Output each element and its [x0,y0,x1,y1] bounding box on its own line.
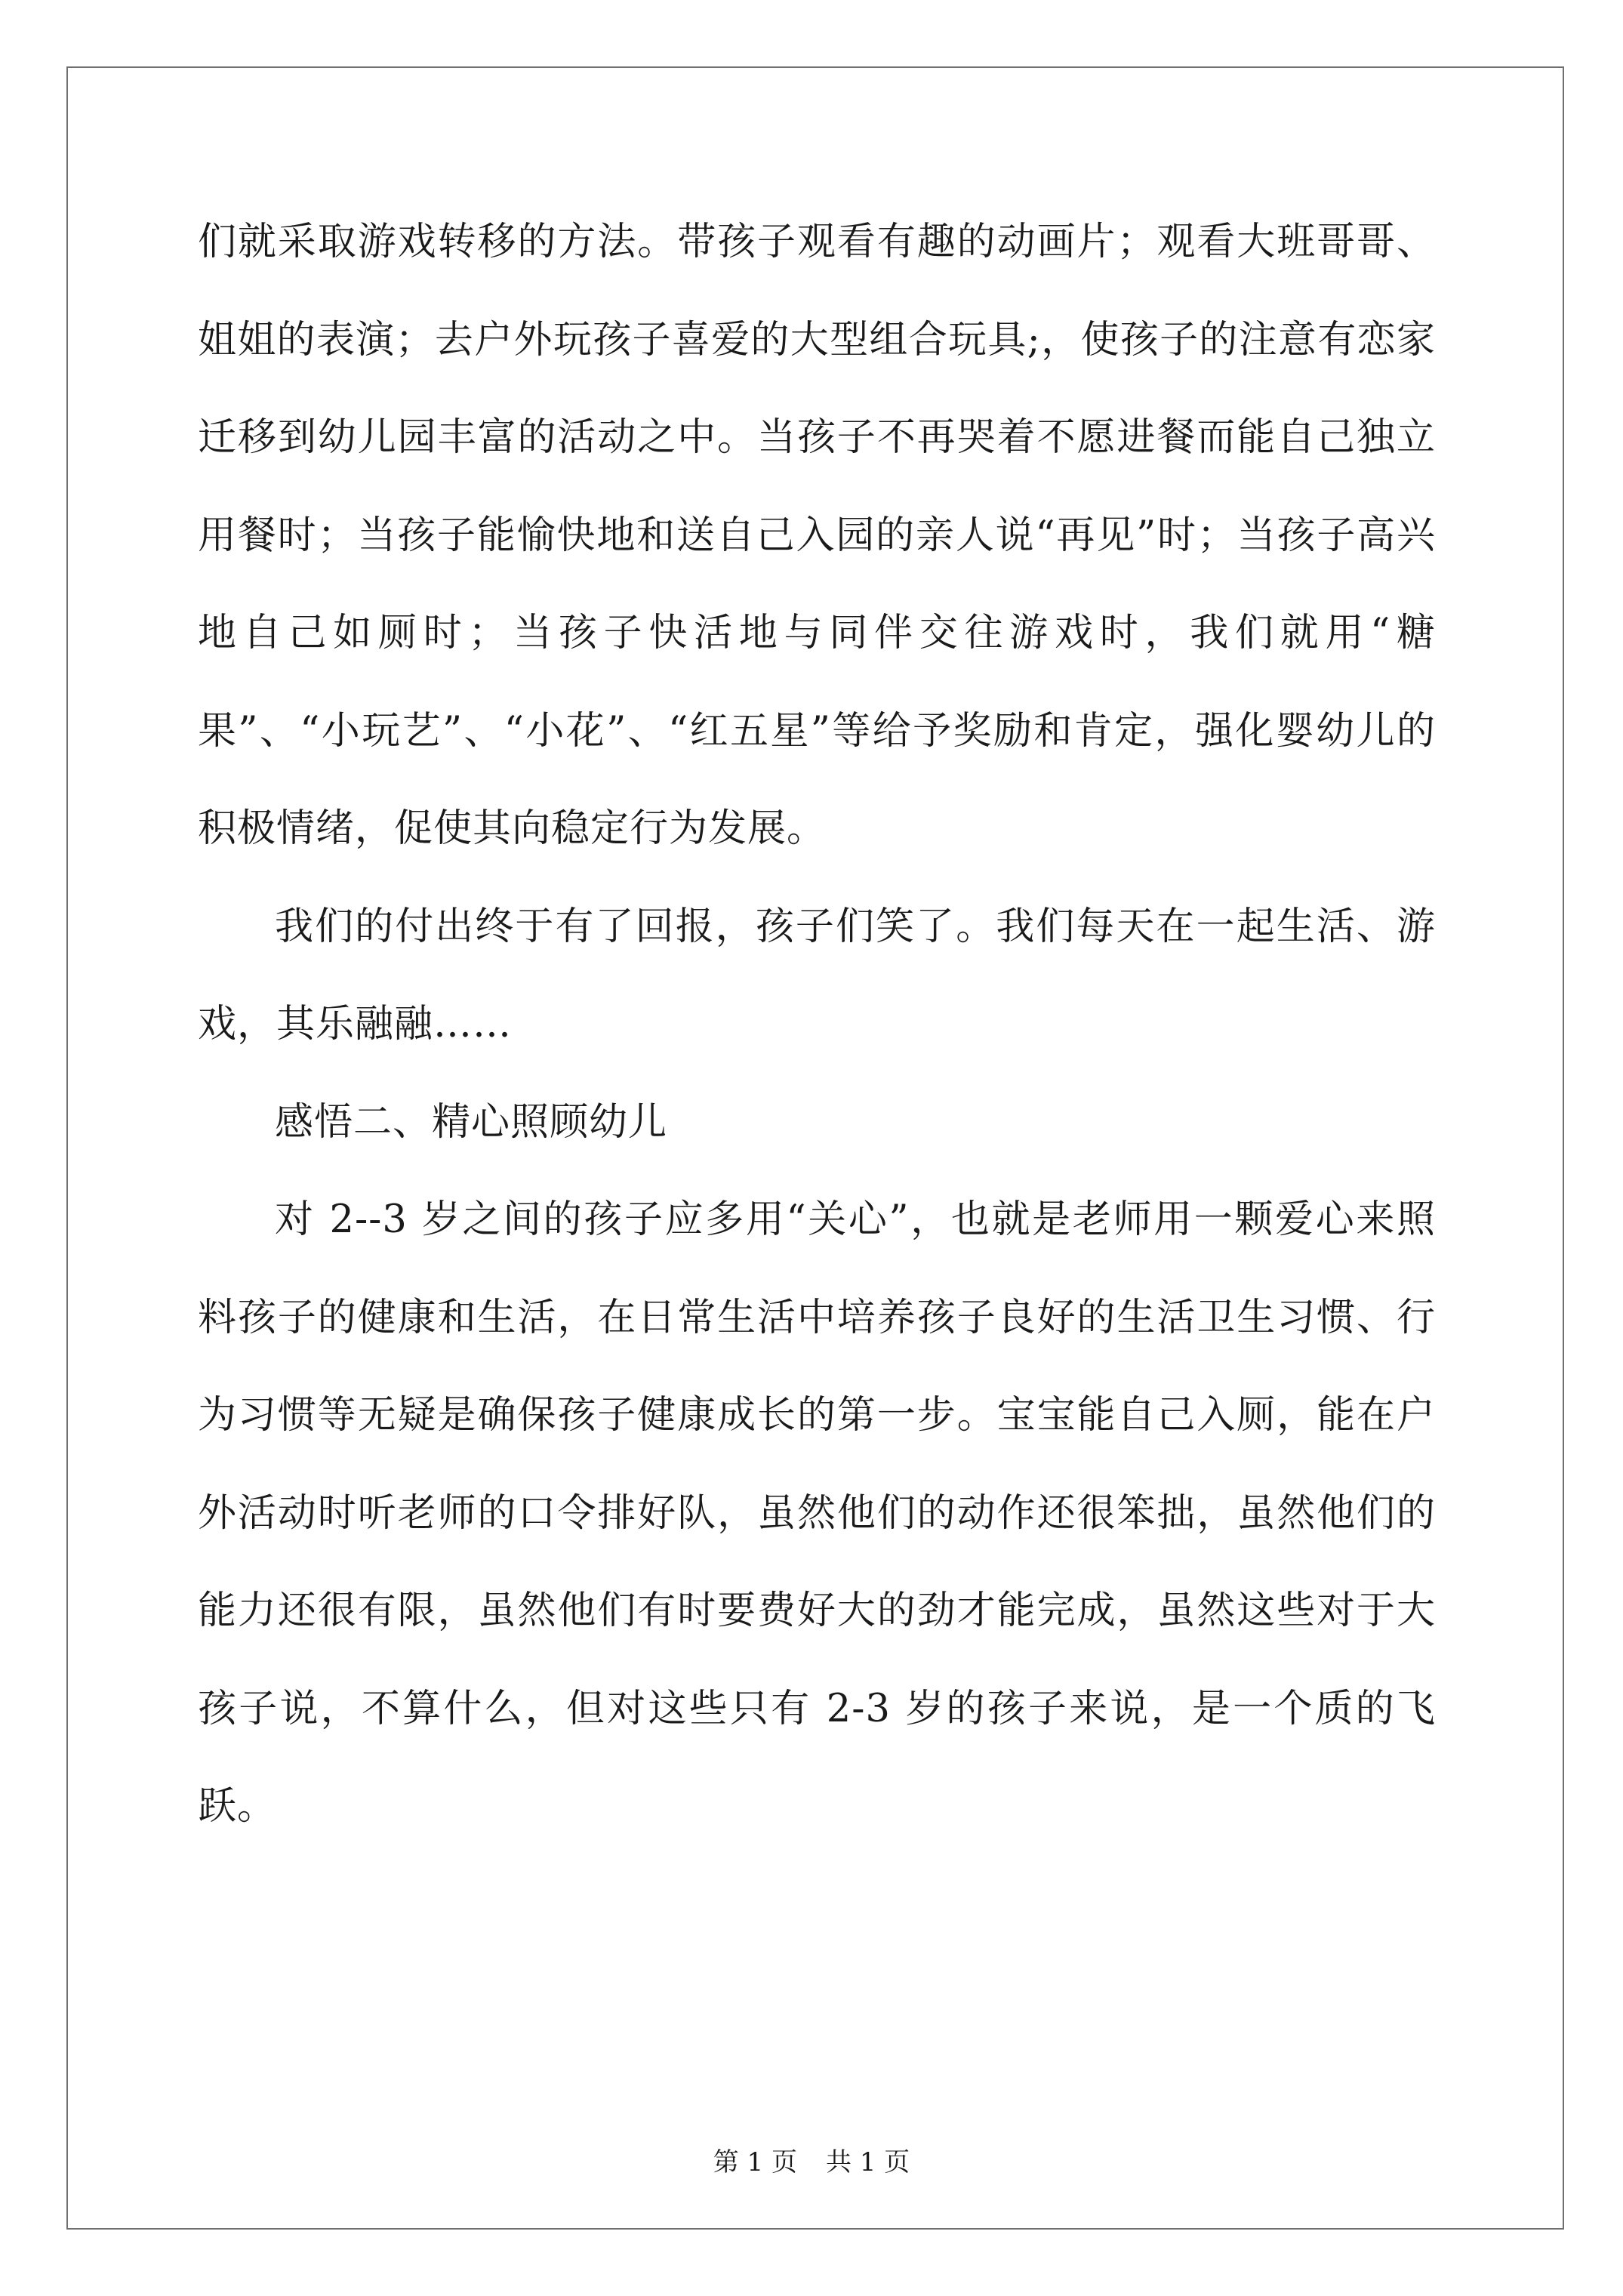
paragraph: 们就采取游戏转移的方法。带孩子观看有趣的动画片；观看大班哥哥、姐姐的表演；去户外玩孩子喜爱的大型组合玩具;，使孩子的注意有恋家迁移到幼儿园丰富的活动之中。当孩子不再哭着不愿进餐而能自己独立用餐时；当孩子能愉快地和送自己入园的亲人说“再见”时；当孩子高兴地自己如厕时；当孩子快活地与同伴交往游戏时，我们就用“糖果”、“小玩艺”、“小花”、“红五星”等给予奖励和肯定，强化婴幼儿的积极情绪，促使其向稳定行为发展。 [198,220,1436,851]
paragraph: 对 2--3 岁之间的孩子应多用“关心”，也就是老师用一颗爱心来照料孩子的健康和生活，在日常生活中培养孩子良好的生活卫生习惯、行为习惯等无疑是确保孩子健康成长的第一步。宝宝能自己入厕，能在户外活动时听老师的口令排好队，虽然他们的动作还很笨拙，虽然他们的能力还很有限，虽然他们有时要费好大的劲才能完成，虽然这些对于大孩子说，不算什么，但对这些只有 2-3 岁的孩子来说，是一个质的飞跃。 [198,1197,1436,1829]
paragraph: 我们的付出终于有了回报，孩子们笑了。我们每天在一起生活、游戏，其乐融融…… [198,904,1436,1046]
total-pages: 共 1 页 [826,2147,910,2177]
document-body [198,193,1436,1856]
section-heading: 感悟二、精心照顾幼儿 [275,1099,668,1145]
page-footer [0,2141,1623,2178]
page-number: 第 1 页 [713,2147,797,2177]
